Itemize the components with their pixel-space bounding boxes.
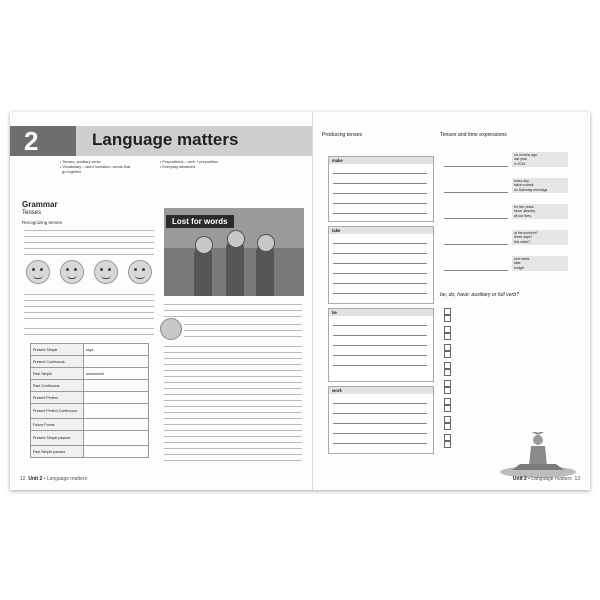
emoji-4-icon xyxy=(128,260,152,284)
emoji-3-icon xyxy=(94,260,118,284)
be-do-have-title: be, do, have: auxiliary or full verb? xyxy=(440,292,520,298)
box-label-take: take xyxy=(329,227,433,234)
answer-checkbox[interactable] xyxy=(444,362,451,369)
unit-title: Language matters xyxy=(92,130,239,149)
bullet-item: • Everyday situations xyxy=(160,165,196,169)
table-row: Present Perfect Continuous xyxy=(31,404,149,419)
unit-header xyxy=(10,126,312,156)
tenses-subheading: Tenses xyxy=(22,210,42,216)
table-row: Past Simple announced xyxy=(31,368,149,380)
box-label-be: be xyxy=(329,309,433,316)
take-box xyxy=(328,226,434,304)
answer-checkbox[interactable] xyxy=(444,423,451,430)
table-row: Future Forms xyxy=(31,419,149,431)
table-row: Past Simple passive xyxy=(31,446,149,458)
answer-checkbox[interactable] xyxy=(444,441,451,448)
footer-left: 12 Unit 2 • Language matters xyxy=(20,476,88,482)
box-label-make: make xyxy=(329,157,433,164)
recognizing-tenses: Recognizing tenses xyxy=(22,220,63,225)
answer-checkbox[interactable] xyxy=(444,434,451,441)
table-row: Present Continuous xyxy=(31,356,149,368)
table-row: Present Simple passive xyxy=(31,431,149,446)
answer-checkbox[interactable] xyxy=(444,387,451,394)
article-text xyxy=(164,300,304,470)
unit-title-block xyxy=(76,126,312,156)
answer-checkbox[interactable] xyxy=(444,308,451,315)
table-answer-cell[interactable] xyxy=(84,356,149,368)
unit-number: 2 xyxy=(24,126,39,156)
table-row: Past Continuous xyxy=(31,380,149,392)
answer-checkbox[interactable] xyxy=(444,405,451,412)
answer-checkbox[interactable] xyxy=(444,333,451,340)
unit-number-block xyxy=(10,126,78,156)
table-answer-cell[interactable] xyxy=(84,380,149,392)
work-box xyxy=(328,386,434,454)
table-answer-cell[interactable] xyxy=(84,419,149,431)
unit-contents-right xyxy=(160,160,218,170)
bullet-item: • Vocabulary – word formation, words that xyxy=(60,165,131,169)
table-answer-cell[interactable] xyxy=(84,404,149,419)
gutter xyxy=(312,112,313,490)
table-answer-cell[interactable]: says xyxy=(84,344,149,356)
laughing-emoji-icon xyxy=(160,318,182,340)
tenses-time-title: Tenses and time expressions xyxy=(440,132,507,138)
time-chip-group: next week. later. tonight. xyxy=(512,256,568,271)
box-label-work: work xyxy=(329,387,433,394)
table-answer-cell[interactable] xyxy=(84,446,149,458)
make-box xyxy=(328,156,434,222)
emoji-1-icon xyxy=(26,260,50,284)
emoji-2-icon xyxy=(60,260,84,284)
be-box xyxy=(328,308,434,382)
lost-for-words-label: Lost for words xyxy=(166,215,234,228)
table-row: Present Simple says xyxy=(31,344,149,356)
table-row: Present Perfect xyxy=(31,392,149,404)
answer-checkbox[interactable] xyxy=(444,398,451,405)
footer-right: Unit 2 • Language matters 13 xyxy=(512,476,580,482)
grammar-heading: Grammar xyxy=(22,200,58,209)
table-answer-cell[interactable]: announced xyxy=(84,368,149,380)
bullet-item: • Tenses, auxiliary verbs xyxy=(60,160,101,164)
answer-checkbox[interactable] xyxy=(444,326,451,333)
answer-checkbox[interactable] xyxy=(444,315,451,322)
answer-checkbox[interactable] xyxy=(444,351,451,358)
answer-checkbox[interactable] xyxy=(444,380,451,387)
yoga-photo xyxy=(498,432,578,478)
time-chip-group: at the moment? these days? this week? xyxy=(512,230,568,245)
table-answer-cell[interactable] xyxy=(84,431,149,446)
bullet-item: • Prepositions – verb + preposition xyxy=(160,160,218,164)
producing-tenses-title: Producing tenses xyxy=(322,132,363,138)
unit-contents-left xyxy=(60,160,130,175)
tenses-table xyxy=(30,343,149,458)
time-chip-group: for five years. since January. all our lives. xyxy=(512,204,568,219)
textbook-spread xyxy=(10,112,590,490)
time-chip-group: every day. twice a week. on Saturday mornings. xyxy=(512,178,568,193)
time-chip-group: six months ago. last year. in 2015. xyxy=(512,152,568,167)
answer-checkbox[interactable] xyxy=(444,416,451,423)
answer-checkbox[interactable] xyxy=(444,369,451,376)
answer-checkbox[interactable] xyxy=(444,344,451,351)
table-answer-cell[interactable] xyxy=(84,392,149,404)
bullet-item: go together xyxy=(62,170,82,174)
